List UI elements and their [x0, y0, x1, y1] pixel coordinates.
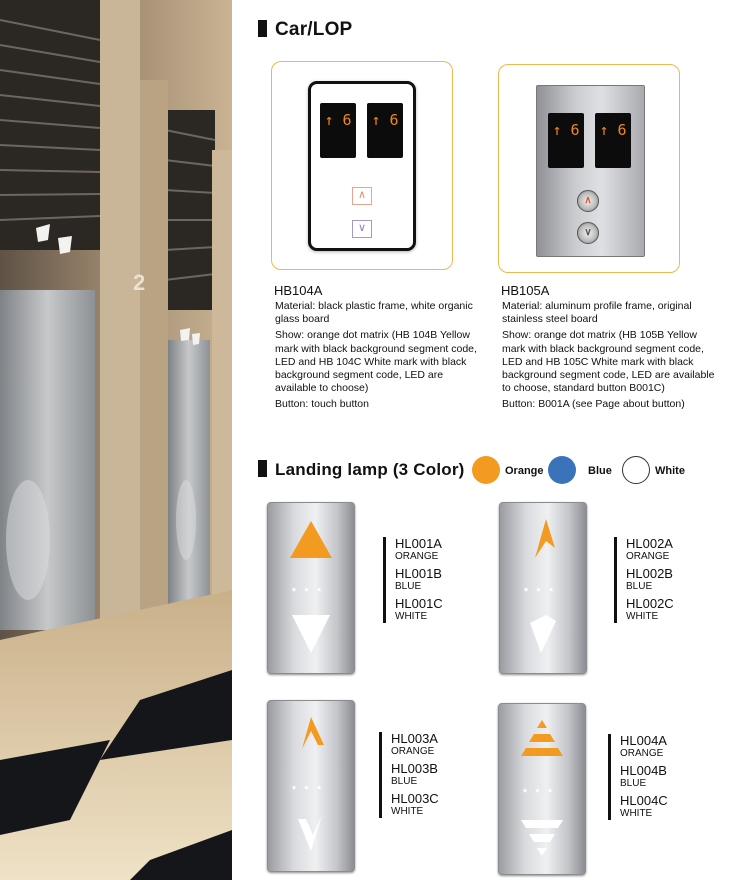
hl001-lamp — [267, 502, 355, 674]
orange-swatch — [472, 456, 500, 484]
hl003-up-arrow-icon — [302, 717, 324, 749]
hb105a-model: HB105A — [501, 283, 550, 298]
hl003b-color: BLUE — [391, 776, 418, 787]
hl003a-color: ORANGE — [391, 746, 435, 757]
hl003c-color: WHITE — [391, 806, 424, 817]
white-swatch — [622, 456, 650, 484]
hl004-codes — [608, 734, 668, 820]
hl002a-code: HL002A — [626, 536, 673, 551]
hl004-up-stripe-1 — [537, 720, 547, 728]
hb104a-panel-frame — [271, 61, 453, 270]
hl003-codes — [379, 732, 439, 818]
hl003-lamp — [267, 700, 355, 872]
hb104a-show: Show: orange dot matrix (HB 104B Yellow mark with black background segment code, LED and HB 104C White mark with black background segment code, LED are available to choose) — [275, 329, 477, 395]
hb105a-description — [502, 300, 717, 415]
hl001-up-arrow-icon — [290, 521, 332, 558]
hb104a-description — [275, 300, 480, 415]
hb105a-panel — [536, 85, 645, 257]
hl001-codes — [383, 537, 443, 623]
hl002b-color: BLUE — [626, 581, 653, 592]
hl003b-code: HL003B — [391, 761, 438, 776]
orange-label: Orange — [505, 465, 544, 477]
hl004-dots: ••• — [523, 786, 561, 797]
lobby-illustration — [0, 0, 232, 880]
hl002-codes — [614, 537, 674, 623]
elevator-lobby-photo — [0, 0, 232, 880]
hb105a-show: Show: orange dot matrix (HB 105B Yellow mark with black background segment code, LED and HB 105C White mark with black background segment code, LED are available to choose, standard button B001C) — [502, 329, 715, 395]
hl004-down-arrow-icon — [521, 820, 563, 828]
hb104a-button: Button: touch button — [275, 398, 369, 411]
car-lop-heading-text: Car/LOP — [275, 19, 353, 40]
landing-lamp-heading — [258, 460, 465, 480]
hl004a-color: ORANGE — [620, 748, 664, 759]
hl001b-color: BLUE — [395, 581, 422, 592]
hl004b-code: HL004B — [620, 763, 667, 778]
hb104a-panel — [308, 81, 416, 251]
hb105a-panel-frame — [498, 64, 680, 273]
landing-lamp-heading-text: Landing lamp (3 Color) — [275, 460, 465, 479]
hl001c-color: WHITE — [395, 611, 428, 622]
hb104a-model: HB104A — [274, 283, 323, 298]
hl001a-code: HL001A — [395, 536, 442, 551]
hl004a-code: HL004A — [620, 733, 667, 748]
hl002-dots: ••• — [524, 585, 562, 596]
hb104a-display-right: ↑ 6 — [367, 103, 403, 158]
hl004-up-stripe-2 — [529, 734, 555, 742]
hl001c-code: HL001C — [395, 596, 443, 611]
hl003-dots: ••• — [292, 783, 330, 794]
floor-number: 2 — [133, 270, 146, 295]
hb104a-material: Material: black plastic frame, white organic glass board — [275, 300, 473, 326]
hb104a-down-button[interactable]: ∨ — [352, 220, 372, 238]
hb104a-display-left: ↑ 6 — [320, 103, 356, 158]
car-lop-heading — [258, 19, 352, 41]
hl001-down-arrow-icon — [292, 615, 330, 653]
hb105a-display-right: ↑ 6 — [595, 113, 631, 168]
hl001a-color: ORANGE — [395, 551, 439, 562]
hl002-up-arrow-icon — [535, 519, 555, 558]
hl002-down-arrow-icon — [530, 615, 556, 653]
hl002b-code: HL002B — [626, 566, 673, 581]
hl004-up-arrow-icon — [521, 748, 563, 756]
hb105a-button: Button: B001A (see Page about button) — [502, 398, 685, 411]
hl004-lamp — [498, 703, 586, 875]
hb105a-material: Material: aluminum profile frame, original stainless steel board — [502, 300, 692, 326]
hl002c-color: WHITE — [626, 611, 659, 622]
hl004c-code: HL004C — [620, 793, 668, 808]
hb105a-display-left: ↑ 6 — [548, 113, 584, 168]
hl002-lamp — [499, 502, 587, 674]
hl003a-code: HL003A — [391, 731, 438, 746]
hl004b-color: BLUE — [620, 778, 647, 789]
hl002a-color: ORANGE — [626, 551, 670, 562]
blue-swatch — [548, 456, 576, 484]
heading-square-icon — [258, 20, 267, 37]
hl003-down-arrow-icon — [298, 815, 322, 851]
white-label: White — [655, 465, 685, 477]
hl003c-code: HL003C — [391, 791, 439, 806]
blue-label: Blue — [588, 465, 612, 477]
hl001-dots: ••• — [292, 585, 330, 596]
hl001b-code: HL001B — [395, 566, 442, 581]
hl004-down-stripe-3 — [537, 848, 547, 856]
hl004c-color: WHITE — [620, 808, 653, 819]
hl004-down-stripe-2 — [529, 834, 555, 842]
heading-square-icon — [258, 460, 267, 477]
hb105a-up-button[interactable]: ∧ — [577, 190, 599, 212]
hb105a-down-button[interactable]: ∨ — [577, 222, 599, 244]
hl002c-code: HL002C — [626, 596, 674, 611]
hb104a-up-button[interactable]: ∧ — [352, 187, 372, 205]
